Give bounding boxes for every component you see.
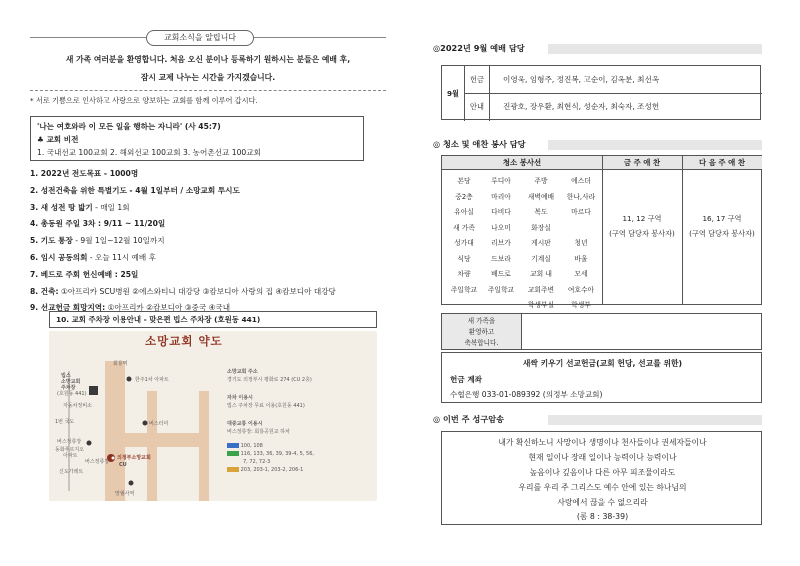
verse-text: '나는 여호와라 이 모든 일을 행하는 자니라' (사 45:7): [37, 122, 221, 131]
notice-item: 4. 총동원 주일 3차 : 9/11 ~ 11/20일: [30, 219, 166, 229]
clean-col-area: 본당 중2층 유아실 새 가족 성가대 식당 차량 주일학교: [450, 177, 478, 294]
news-title: 교회소식을 알립니다: [146, 30, 254, 46]
map-label: (호원동 441): [57, 391, 87, 397]
worship-row: 안내 진광호, 장우환, 최현식, 성순자, 최숙자, 조성헌: [465, 93, 762, 121]
map-label: CU: [119, 462, 127, 468]
offering-account: 수협은행 033-01-089392 (의정부 소망교회): [450, 390, 603, 399]
clean-header: 다 음 주 애 찬: [682, 156, 762, 170]
new-family-box: [441, 313, 762, 350]
notice-item: 9. 선교헌금 회망지역: ①아프리카 ②캄보디아 ③중국 ④국내: [30, 303, 231, 313]
map-label: 버스터미: [149, 421, 169, 427]
car-title: 자차 이용시: [227, 395, 253, 401]
church-map: [49, 331, 377, 501]
new-family-label: 새 가족을 환영하고 축복합니다.: [442, 314, 522, 349]
scripture-line: 현재 일이나 장래 일이나 능력이나 능력이나: [528, 453, 677, 462]
map-label: 1번 국도: [55, 419, 75, 425]
vision-title: ♣ 교회 비전: [37, 135, 79, 144]
greeting-text: * 서로 기쁨으로 인사하고 사랑으로 양보하는 교회를 함께 이루어 갑시다.: [30, 96, 258, 105]
offering-account-label: 헌금 계좌: [450, 375, 482, 384]
worship-title: ◎2022년 9월 예배 담당: [433, 43, 525, 53]
dashed-divider: [30, 90, 386, 91]
clean-header: 금 주 애 찬: [602, 156, 682, 170]
notice-list: [30, 166, 390, 317]
welcome-line-2: 잠시 교제 나누는 시간을 가지겠습니다.: [140, 73, 276, 82]
notice-item: 1. 2022년 전도목표 - 1000명: [30, 169, 139, 178]
next-week-duty: 16, 17 구역 (구역 담당자 봉사자): [689, 214, 755, 238]
address-title: 소망교회 주소: [227, 369, 258, 375]
scripture-line: 사랑에서 끊을 수 없으리라: [557, 498, 648, 507]
bus-line: 7, 72, 72-3: [243, 459, 271, 465]
address: 경기도 의정부시 평화로 274 (CU 2층): [227, 377, 312, 383]
clean-table: [441, 155, 762, 309]
bus-line: 203, 203-1, 203-2, 206-1: [227, 467, 303, 473]
bus-line: 100, 108: [227, 443, 263, 449]
clean-col-area: 주방 새벽예배 복도 화장실 게시판 기계실 교회 내 교회주변 학생부실: [527, 177, 555, 309]
transit-title: 대중교통 이용시: [227, 421, 263, 427]
offering-box: [441, 352, 762, 403]
scripture-box: [441, 431, 762, 525]
notice-item: 3. 새 성전 땅 밟기 - 매일 1회: [30, 202, 130, 212]
map-label: 회룡역: [113, 361, 128, 367]
offering-title: 새싹 키우기 선교헌금(교회 헌당, 선교를 위한): [522, 359, 683, 368]
map-label: 소망교회: [61, 379, 81, 385]
map-label: 망월사역: [115, 491, 135, 497]
map-label: 의정부소망교회: [117, 455, 151, 461]
scripture-line: 내가 확신하노니 사망이나 생명이나 천사들이나 권세자들이나: [498, 438, 707, 447]
map-label: 버스정류장: [85, 459, 110, 465]
vision-items: 1. 국내선교 100교회 2. 해외선교 100교회 3. 농어촌선교 100교회: [37, 148, 261, 157]
clean-col-group: 루디아 마리아 다비다 나오미 리브가 드보라 베드로 주일학교: [487, 177, 515, 294]
map-label: 동화푸르지오: [55, 447, 84, 453]
clean-title: ◎ 청소 및 애찬 봉사 담당: [433, 139, 526, 149]
bus-line: 116, 133, 36, 39, 39-4, 5, 56,: [227, 451, 314, 457]
map-label: 신도가레트: [59, 469, 84, 475]
hymn-title: ◎ 이번 주 성구암송: [433, 414, 505, 424]
notice-item: 5. 기도 통장 - 9월 1일~12월 10일까지: [30, 236, 165, 246]
worship-table: [441, 65, 761, 120]
scripture-line: 높음이나 깊음이나 다른 아무 피조물이라도: [529, 468, 676, 477]
worship-row: 헌금 이영욱, 임형주, 정진복, 고순이, 김옥분, 최선옥: [465, 66, 762, 94]
clean-header: 청소 봉사선: [442, 156, 602, 170]
map-label: 한주1차 아파트: [135, 377, 169, 383]
map-label: 아파트: [63, 453, 78, 459]
map-label: 자동차정비소: [63, 403, 92, 409]
map-label: 주차장: [61, 385, 76, 391]
notice-item: 6. 임시 공동의회 - 오늘 11시 예배 후: [30, 252, 156, 262]
worship-month: 9월: [442, 66, 465, 121]
section-bar: [548, 44, 762, 54]
clean-col-group: 에스더 한나,사라 마르다 청년 바울 모세 여호수아 학생부: [566, 177, 596, 309]
parking-notice: 10. 교회 주차장 이용안내 - 맞은편 빕스 주차장 (호원동 441): [49, 311, 377, 328]
vision-box: [30, 116, 364, 161]
scripture-line: 우리를 우리 주 그리스도 예수 안에 있는 하나님의: [518, 483, 687, 492]
welcome-line-1: 새 가족 여러분을 환영합니다. 처음 오신 분이나 등록하기 원하시는 분들은 예배 후,: [65, 55, 351, 64]
this-week-duty: 11, 12 구역 (구역 담당자 봉사자): [609, 214, 675, 238]
scripture-ref: (롬 8 : 38-39): [576, 512, 629, 521]
notice-item: 2. 성전건축을 위한 특별기도 - 4월 1일부터 / 소망교회 투시도: [30, 185, 240, 195]
notice-item: 8. 건축: ①아프리카 SCU병원 ②에스와티니 대강당 ③캄보디아 사랑의 집 ④캄보디아 대강당: [30, 286, 336, 296]
map-roads: [49, 331, 377, 501]
transit-info: 버스정류장: 회룡공원교 하차: [227, 429, 290, 435]
map-label: 버스정류장: [57, 439, 82, 445]
car-info: 빕스 주차장 무료 이용(호원동 441): [227, 403, 305, 409]
map-label: 빕스: [61, 373, 71, 379]
section-bar: [548, 140, 762, 150]
notice-item: 7. 베드로 주회 헌신예배 : 25일: [30, 269, 139, 279]
section-bar: [548, 415, 762, 425]
map-title: 소망교회 약도: [145, 334, 223, 348]
